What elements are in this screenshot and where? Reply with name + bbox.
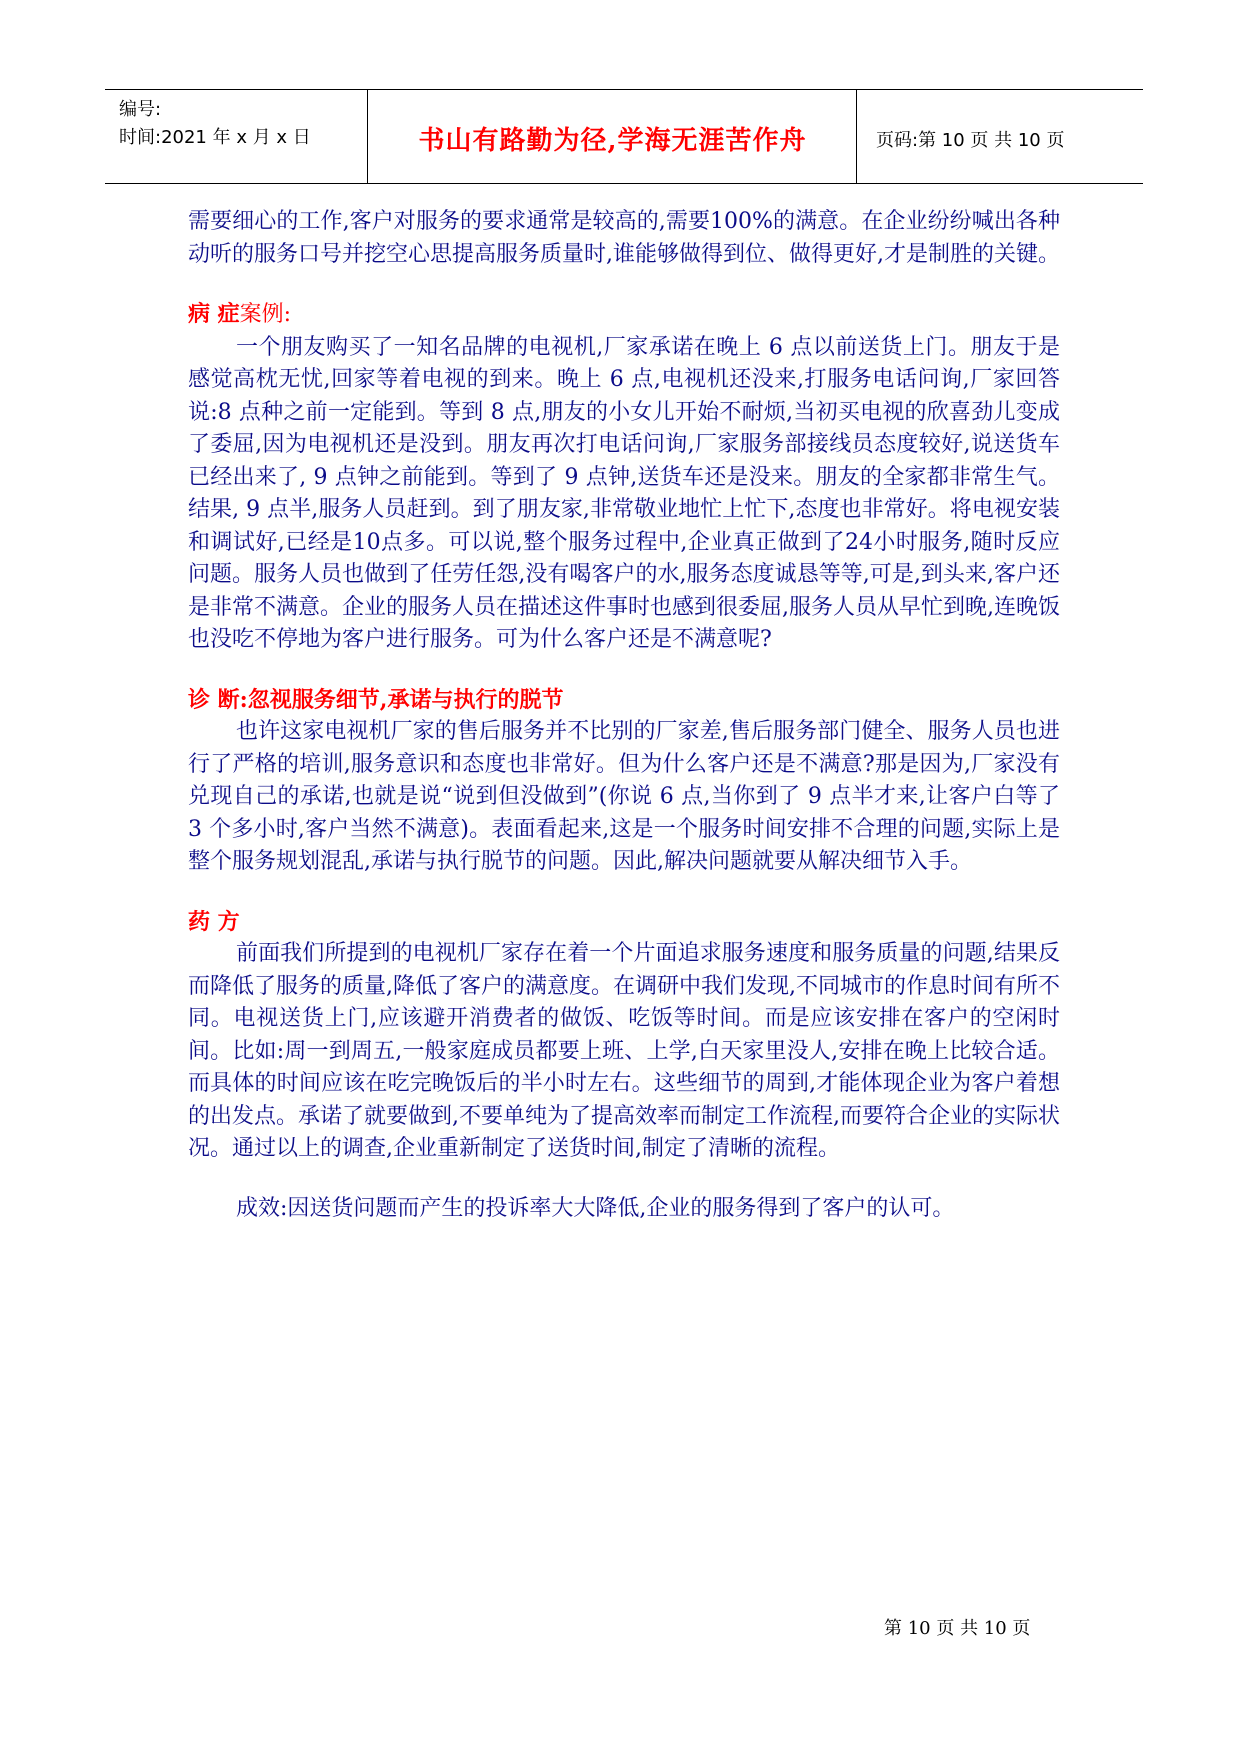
document-code-label: 编号: — [119, 99, 162, 120]
spacer — [188, 657, 1060, 684]
document-body — [188, 206, 1060, 1225]
spacer — [188, 271, 1060, 298]
case-paragraph: 一个朋友购买了一知名品牌的电视机,厂家承诺在晚上 6 点以前送货上门。朋友于是感觉高枕无忧,回家等着电视的到来。晚上 6 点,电视机还没来,打服务电话问询,厂家回答说:8 点种之前一定能到。等到 8 点,朋友的小女儿开始不耐烦,当初买电视的欣喜劲儿变成了委屈,因为电视机还是没到。朋友再次打电话问询,厂家服务部接线员态度较好,说送货车已经出来了, 9 点钟之前能到。等到了 9 点钟,送货车还是没来。朋友的全家都非常生气。结果, 9 点半,服务人员赶到。到了朋友家,非常敬业地忙上忙下,态度也非常好。将电视安装和调试好,已经是10点多。可以说,整个服务过程中,企业真正做到了24小时服务,随时反应问题。服务人员也做到了任劳任怨,没有喝客户的水,服务态度诚恳等等,可是,到头来,客户还是非常不满意。企业的服务人员在描述这件事时也感到很委屈,服务人员从早忙到晚,连晚饭也没吃不停地为客户进行服务。可为什么客户还是不满意呢? — [188, 334, 1060, 652]
diagnosis-heading: 诊 断:忽视服务细节,承诺与执行的脱节 — [188, 686, 564, 713]
spacer — [188, 879, 1060, 906]
document-time-label: 时间:2021 年 x 月 x 日 — [119, 127, 311, 148]
remedy-paragraph: 前面我们所提到的电视机厂家存在着一个片面追求服务速度和服务质量的问题,结果反而降低了服务的质量,降低了客户的满意度。在调研中我们发现,不同城市的作息时间有所不同。电视送货上门,应该避开消费者的做饭、吃饭等时间。而是应该安排在客户的空闲时间。比如:周一到周五,一般家庭成员都要上班、上学,白天家里没人,安排在晚上比较合适。而具体的时间应该在吃完晚饭后的半小时左右。这些细节的周到,才能体现企业为客户着想的出发点。承诺了就要做到,不要单纯为了提高效率而制定工作流程,而要符合企业的实际状况。通过以上的调查,企业重新制定了送货时间,制定了清晰的流程。 — [188, 941, 1060, 1161]
case-heading-label: 病 症 — [188, 301, 240, 327]
page-footer-number: 第 10 页 共 10 页 — [884, 1618, 1031, 1639]
header-motto: 书山有路勤为径,学海无涯苦作舟 — [418, 126, 807, 156]
intro-paragraph: 需要细心的工作,客户对服务的要求通常是较高的,需要100%的满意。在企业纷纷喊出各种动听的服务口号并挖空心思提高服务质量时,谁能够做得到位、做得更好,才是制胜的关键。 — [188, 209, 1060, 267]
diagnosis-paragraph: 也许这家电视机厂家的售后服务并不比别的厂家差,售后服务部门健全、服务人员也进行了严格的培训,服务意识和态度也非常好。但为什么客户还是不满意?那是因为,厂家没有兑现自己的承诺,也就是说“说到但没做到”(你说 6 点,当你到了 9 点半才来,让客户白等了 3 个多小时,客户当然不满意)。表面看起来,这是一个服务时间安排不合理的问题,实际上是整个服务规划混乱,承诺与执行脱节的问题。因此,解决问题就要从解决细节入手。 — [188, 719, 1060, 874]
header-page-number: 页码:第 10 页 共 10 页 — [876, 130, 1065, 151]
page-header — [105, 89, 1143, 184]
spacer — [188, 1166, 1060, 1193]
result-paragraph: 成效:因送货问题而产生的投诉率大大降低,企业的服务得到了客户的认可。 — [236, 1195, 955, 1221]
case-heading — [188, 298, 1060, 332]
case-heading-suffix: 案例: — [239, 302, 292, 327]
header-right-cell — [858, 90, 1143, 183]
remedy-heading: 药 方 — [188, 908, 240, 935]
header-center-cell — [369, 90, 857, 183]
header-left-cell — [105, 90, 368, 183]
